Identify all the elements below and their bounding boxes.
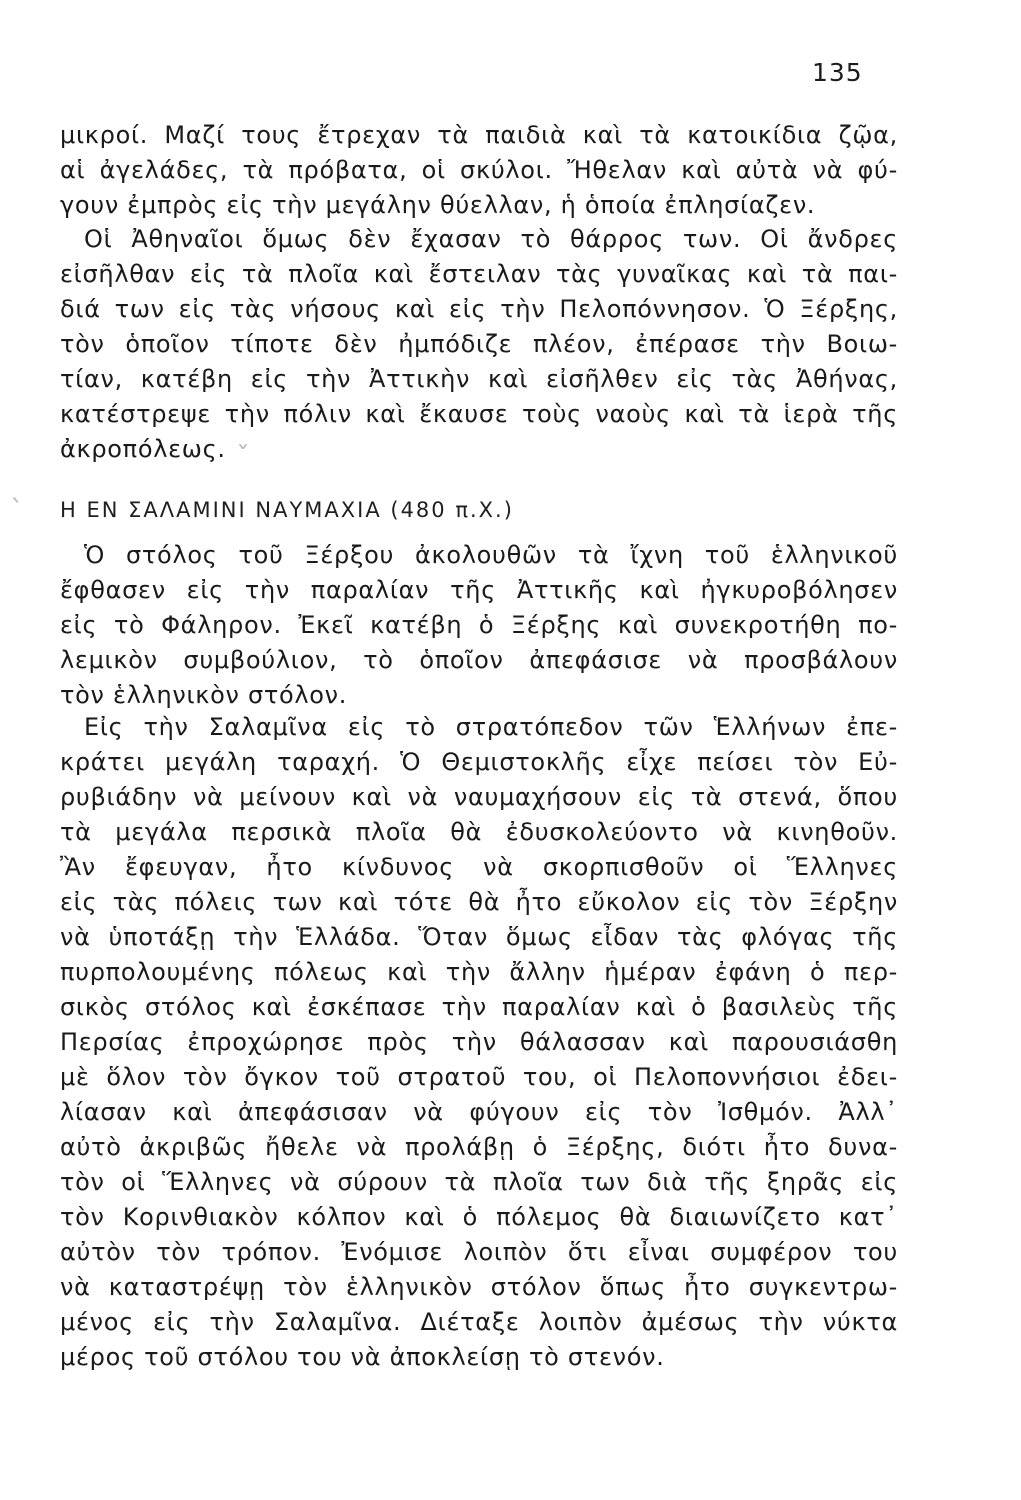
text-line: τίαν, κατέβη εἰς τὴν Ἀττικὴν καὶ εἰσῆλθεν εἰς τὰς Ἀθήνας, [60,365,898,393]
text-line: Ἂν ἔφευγαν, ἦτο κίνδυνος νὰ σκορπισθοῦν οἱ Ἕλληνες [60,853,898,881]
paragraph-3 [60,538,898,713]
text-line: τὸν ἑλληνικὸν στόλον. [60,681,348,709]
paragraph-2 [60,222,898,467]
text-line: μέρος τοῦ στόλου του νὰ ἀποκλείσῃ τὸ στενόν. [60,1343,665,1371]
text-line: τὸν ὁποῖον τίποτε δὲν ἠμπόδιζε πλέον, ἐπέρασε τὴν Βοιω- [60,330,898,358]
text-line: μικροί. Μαζί τους ἔτρεχαν τὰ παιδιὰ καὶ τὰ κατοικίδια ζῷα, [60,121,898,149]
text-line: μένος εἰς τὴν Σαλαμῖνα. Διέταξε λοιπὸν ἀμέσως τὴν νύκτα [60,1308,898,1336]
margin-mark-icon: ˎ [10,470,24,503]
text-line: εἰς τὸ Φάληρον. Ἐκεῖ κατέβη ὁ Ξέρξης καὶ συνεκροτήθη πο- [60,611,898,639]
page-number: 135 [812,58,863,87]
text-line: γουν ἐμπρὸς εἰς τὴν μεγάλην θύελλαν, ἡ ὁποία ἐπλησίαζεν. [60,191,816,219]
paragraph-1 [60,118,898,223]
text-line: κατέστρεψε τὴν πόλιν καὶ ἔκαυσε τοὺς ναοὺς καὶ τὰ ἱερὰ τῆς [60,400,898,428]
text-line: αἱ ἀγελάδες, τὰ πρόβατα, οἱ σκύλοι. Ἤθελαν καὶ αὐτὰ νὰ φύ- [60,156,898,184]
text-line: Οἱ Ἀθηναῖοι ὅμως δὲν ἔχασαν τὸ θάρρος των. Οἱ ἄνδρες [84,225,898,253]
text-line: ἀκροπόλεως. [60,435,226,463]
text-line: ἔφθασεν εἰς τὴν παραλίαν τῆς Ἀττικῆς καὶ ἠγκυροβόλησεν [60,576,898,604]
text-line: τὸν Κορινθιακὸν κόλπον καὶ ὁ πόλεμος θὰ διαιωνίζετο κατ᾽ [60,1203,898,1231]
text-line: αὐτὸ ἀκριβῶς ἤθελε νὰ προλάβῃ ὁ Ξέρξης, διότι ἦτο δυνα- [60,1133,898,1161]
text-line: νὰ καταστρέψῃ τὸν ἑλληνικὸν στόλον ὅπως ἦτο συγκεντρω- [60,1273,898,1301]
text-line: νὰ ὑποτάξῃ τὴν Ἑλλάδα. Ὅταν ὅμως εἶδαν τὰς φλόγας τῆς [60,923,898,951]
text-line: τὸν οἱ Ἕλληνες νὰ σύρουν τὰ πλοῖα των διὰ τῆς ξηρᾶς εἰς [60,1168,898,1196]
text-line: Εἰς τὴν Σαλαμῖνα εἰς τὸ στρατόπεδον τῶν Ἑλλήνων ἐπε- [84,713,898,741]
text-line: πυρπολουμένης πόλεως καὶ τὴν ἄλλην ἡμέραν ἐφάνη ὁ περ- [60,958,898,986]
text-line: μὲ ὅλον τὸν ὄγκον τοῦ στρατοῦ του, οἱ Πελοποννήσιοι ἐδει- [60,1063,898,1091]
text-line: σικὸς στόλος καὶ ἐσκέπασε τὴν παραλίαν καὶ ὁ βασιλεὺς τῆς [60,993,898,1021]
text-line: εἰς τὰς πόλεις των καὶ τότε θὰ ἦτο εὔκολον εἰς τὸν Ξέρξην [60,888,898,916]
text-line: Περσίας ἐπροχώρησε πρὸς τὴν θάλασσαν καὶ παρουσιάσθη [60,1028,898,1056]
text-line: Ὁ στόλος τοῦ Ξέρξου ἀκολουθῶν τὰ ἴχνη τοῦ ἑλληνικοῦ [84,541,898,569]
text-line: τὰ μεγάλα περσικὰ πλοῖα θὰ ἐδυσκολεύοντο νὰ κινηθοῦν. [60,818,898,846]
paragraph-4 [60,710,898,1375]
pencil-mark-icon: ˇ [236,440,250,473]
text-line: διά των εἰς τὰς νήσους καὶ εἰς τὴν Πελοπόννησον. Ὁ Ξέρξης, [60,295,898,323]
text-line: αὐτὸν τὸν τρόπον. Ἐνόμισε λοιπὸν ὅτι εἶναι συμφέρον του [60,1238,898,1266]
text-line: λίασαν καὶ ἀπεφάσισαν νὰ φύγουν εἰς τὸν Ἰσθμόν. Ἀλλ᾽ [60,1098,898,1126]
text-line: κράτει μεγάλη ταραχή. Ὁ Θεμιστοκλῆς εἶχε πείσει τὸν Εὐ- [60,748,898,776]
text-line: λεμικὸν συμβούλιον, τὸ ὁποῖον ἀπεφάσισε νὰ προσβάλουν [60,646,898,674]
text-line: εἰσῆλθαν εἰς τὰ πλοῖα καὶ ἔστειλαν τὰς γυναῖκας καὶ τὰ παι- [60,260,898,288]
section-heading: Η ΕΝ ΣΑΛΑΜΙΝΙ ΝΑΥΜΑΧΙΑ (480 π.Χ.) [60,498,514,522]
text-line: ρυβιάδην νὰ μείνουν καὶ νὰ ναυμαχήσουν εἰς τὰ στενά, ὅπου [60,783,898,811]
